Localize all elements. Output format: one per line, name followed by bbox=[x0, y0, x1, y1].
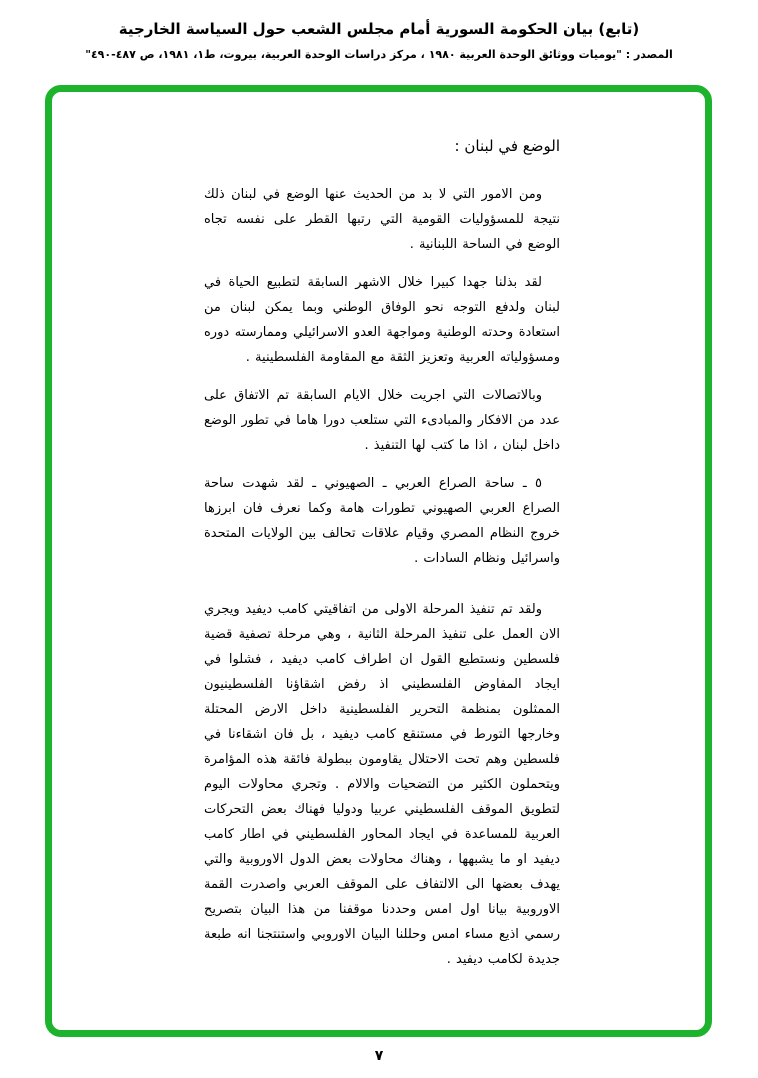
text-column bbox=[204, 134, 560, 972]
paragraph: ومن الامور التي لا بد من الحديث عنها الوضع في لبنان ذلك نتيجة للمسؤوليات القومية التي رتبها القطر على نفسه تجاه الوضع في الساحة اللبنانية . bbox=[204, 187, 560, 252]
green-content-frame bbox=[45, 85, 712, 1037]
page-header bbox=[0, 0, 758, 61]
document-title: (تابع) بيان الحكومة السورية أمام مجلس الشعب حول السياسة الخارجية bbox=[118, 20, 640, 38]
page-number: ٧ bbox=[374, 1048, 384, 1064]
paragraph: ٥ ـ ساحة الصراع العربي ـ الصهيوني ـ لقد شهدت ساحة الصراع العربي الصهيوني تطورات هامة وكما نعرف فان ابرزها خروج النظام المصري وقيام علاقات تحالف بين الولايات المتحدة واسرائيل ونظام السادات . bbox=[204, 476, 560, 566]
paragraph: ولقد تم تنفيذ المرحلة الاولى من اتفاقيتي كامب ديفيد ويجري الان العمل على تنفيذ المرحلة الثانية ، وهي مرحلة تصفية قضية فلسطين ونستطيع القول ان اطراف كامب ديفيد ، فشلوا في ايجاد المفاوض الفلسطيني اذ رفض اشقاؤنا الفلسطينيون الممثلون بمنظمة التحرير الفلسطينية داخل الارض المحتلة وخارجها التورط في مستنقع كامب ديفيد ، بل فان اشقاءنا في فلسطين وهم تحت الاحتلال يقاومون ببطولة فائقة هذه المؤامرة ويتحملون الكثير من التضحيات والالام . وتجري محاولات اليوم لتطويق الموقف الفلسطيني عربيا ودوليا فهناك بعض التحركات العربية للمساعدة في ايجاد المحاور الفلسطيني في اطار كامب ديفيد او ما يشبهها ، وهناك محاولات بعض الدول الاوروبية والتي يهدف بعضها الى الالتفاف على الموقف العربي واصدرت القمة الاوروبية بيانا اول امس وحددنا موقفنا من هذا البيان بتصريح رسمي اذيع مساء امس وحللنا البيان الاوروبي واستنتجنا انه طبعة جديدة لكامب ديفيد . bbox=[204, 602, 560, 967]
section-heading: الوضع في لبنان : bbox=[454, 137, 560, 155]
paragraph: وبالاتصالات التي اجريت خلال الايام السابقة تم الاتفاق على عدد من الافكار والمبادىء التي ستلعب دورا هاما في تطور الوضع داخل لبنان ، اذا ما كتب لها التنفيذ . bbox=[204, 388, 560, 453]
paragraphs-container bbox=[204, 182, 560, 972]
paragraph: لقد بذلنا جهدا كبيرا خلال الاشهر السابقة لتطبيع الحياة في لبنان ولدفع التوجه نحو الوفاق الوطني وبما يمكن لبنان من استعادة وحدته الوطنية ومواجهة العدو الاسرائيلي وممارسته دوره ومسؤولياته العربية وتعزيز الثقة مع المقاومة الفلسطينية . bbox=[204, 275, 560, 365]
source-citation: المصدر : "يوميات ووثائق الوحدة العربية ١٩٨٠ ، مركز دراسات الوحدة العربية، بيروت، ط١، ١٩٨١، ص ٤٨٧-٤٩٠" bbox=[85, 48, 673, 61]
